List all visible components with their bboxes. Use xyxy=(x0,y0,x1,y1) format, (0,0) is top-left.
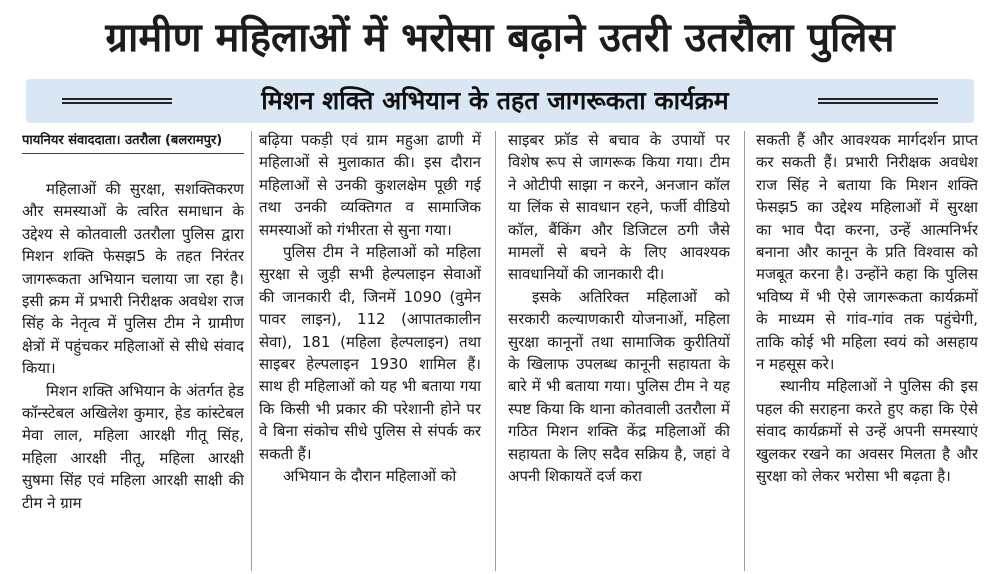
column-divider xyxy=(251,131,252,571)
byline-divider xyxy=(22,153,244,154)
paragraph: स्थानीय महिलाओं ने पुलिस की इस पहल की सराहना करते हुए कहा कि ऐसे संवाद कार्यक्रमों से उन्हें अपनी समस्याएं खुलकर रखने का अवसर मिलता है और सुरक्षा को लेकर भरोसा भी बढ़ता है। xyxy=(756,377,978,486)
column-divider xyxy=(495,131,496,571)
paragraph: साइबर फ्रॉड से बचाव के उपायों पर विशेष रूप से जागरूक किया गया। टीम ने ओटीपी साझा न करने, अनजान कॉल या लिंक से सावधान रहने, फर्जी वीडियो कॉल, बैंकिंग और डिजिटल ठगी जैसे मामलों से बचने के लिए आवश्यक सावधानियों की जानकारी दी। xyxy=(508,131,730,284)
paragraph: पुलिस टीम ने महिलाओं को महिला सुरक्षा से जुड़ी सभी हेल्पलाइन सेवाओं की जानकारी दी, जिनमें 1090 (वुमेन पावर लाइन), 112 (आपातकालीन सेवा), 181 (महिला हेल्पलाइन) तथा साइबर हेल्पलाइन 1930 शामिल हैं। साथ ही महिलाओं को यह भी बताया गया कि किसी भी प्रकार की परेशानी होने पर वे बिना संकोच सीधे पुलिस से संपर्क कर सकती हैं। xyxy=(259,243,481,463)
subheadline-rule-left xyxy=(62,98,172,104)
subheadline-band xyxy=(26,79,974,123)
article-column-1 xyxy=(22,178,244,572)
article-column-4 xyxy=(756,129,978,572)
column-divider xyxy=(744,131,745,571)
article-column-3 xyxy=(508,129,730,572)
byline: पायनियर संवाददाता। उतरौला (बलरामपुर) xyxy=(22,133,223,148)
subheadline-rule-right xyxy=(818,98,938,104)
subheadline: मिशन शक्ति अभियान के तहत जागरूकता कार्यक्रम xyxy=(261,86,729,115)
paragraph: बढ़िया पकड़ी एवं ग्राम महुआ ढाणी में महिलाओं से मुलाकात की। इस दौरान महिलाओं से उनकी कुशलक्षेम पूछी गई तथा उनकी व्यक्तिगत व सामाजिक समस्याओं को गंभीरता से सुना गया। xyxy=(259,131,481,239)
paragraph: महिलाओं की सुरक्षा, सशक्तिकरण और समस्याओं के त्वरित समाधान के उद्देश्य से कोतवाली उतरौला पुलिस द्वारा मिशन शक्ति फेसझ5 के तहत निरंतर जागरूकता अभियान चलाया जा रहा है। इसी क्रम में प्रभारी निरीक्षक अवधेश राज सिंह के नेतृत्व में पुलिस टीम ने ग्रामीण क्षेत्रों में पहुंचकर महिलाओं से सीधे संवाद किया। xyxy=(22,180,244,378)
paragraph: अभियान के दौरान महिलाओं को xyxy=(283,467,457,486)
article-column-2 xyxy=(259,129,481,572)
paragraph: मिशन शक्ति अभियान के अंतर्गत हेड कॉन्स्टेबल अखिलेश कुमार, हेड कांस्टेबल मेवा लाल, महिला आरक्षी गीतू सिंह, महिला आरक्षी नीतू, महिला आरक्षी सुषमा सिंह एवं महिला आरक्षी साक्षी की टीम ने ग्राम xyxy=(22,381,244,512)
paragraph: इसके अतिरिक्त महिलाओं को सरकारी कल्याणकारी योजनाओं, महिला सुरक्षा कानूनों तथा सामाजिक कुरीतियों के खिलाफ उपलब्ध कानूनी सहायता के बारे में भी बताया गया। पुलिस टीम ने यह स्पष्ट किया कि थाना कोतवाली उतरौला में गठित मिशन शक्ति केंद्र महिलाओं की सहायता के लिए सदैव सक्रिय है, जहां वे अपनी शिकायतें दर्ज करा xyxy=(508,287,730,486)
paragraph: सकती हैं और आवश्यक मार्गदर्शन प्राप्त कर सकती हैं। प्रभारी निरीक्षक अवधेश राज सिंह ने बताया कि मिशन शक्ति फेसझ5 का उद्देश्य महिलाओं में सुरक्षा का भाव पैदा करना, उन्हें आत्मनिर्भर बनाना और कानून के प्रति विश्वास को मजबूत करना है। उन्होंने कहा कि पुलिस भविष्य में भी ऐसे जागरूकता कार्यक्रमों के माध्यम से गांव-गांव तक पहुंचेगी, ताकि कोई भी महिला स्वयं को असहाय न महसूस करे। xyxy=(756,131,978,374)
headline: ग्रामीण महिलाओं में भरोसा बढ़ाने उतरी उतरौला पुलिस xyxy=(105,15,895,61)
